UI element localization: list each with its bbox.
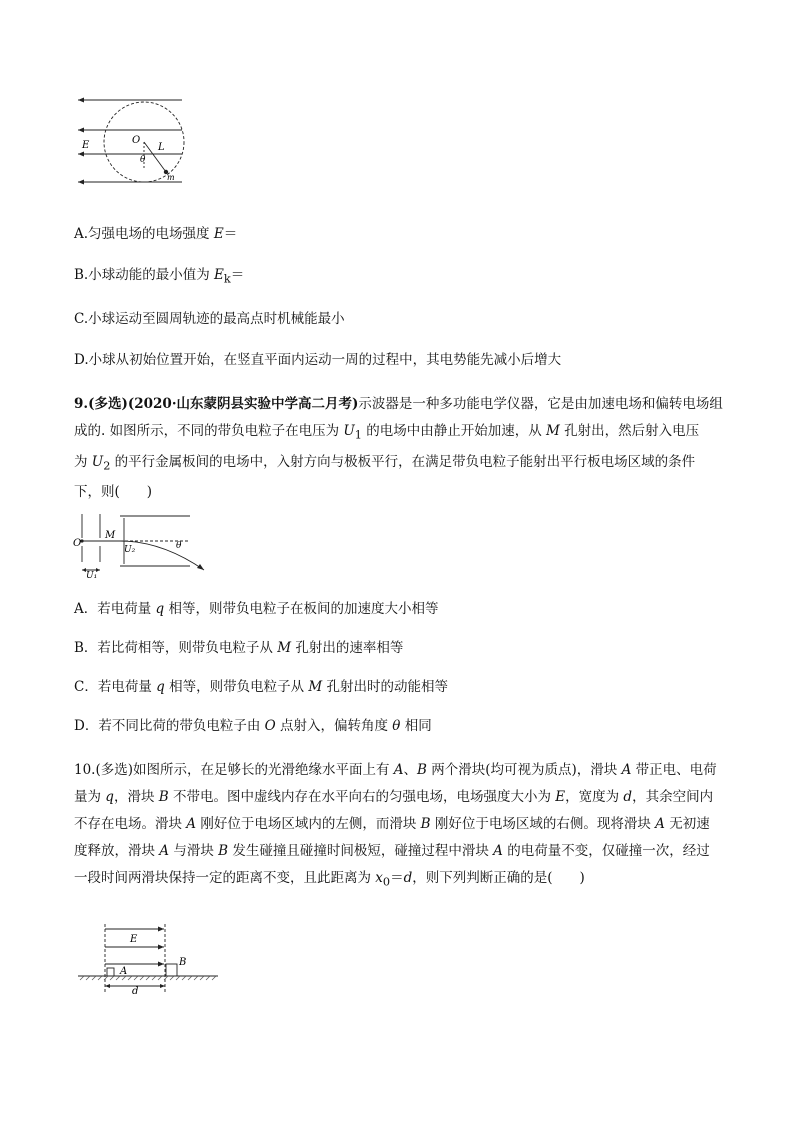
q8-option-d: D.小球从初始位置开始，在竖直平面内运动一周的过程中，其电势能先减小后增大 xyxy=(74,352,562,368)
q10-stem: 10.(多选)如图所示，在足够长的光滑绝缘水平面上有 A、B 两个滑块(均可视为质点)，滑块 A 带正电、电荷 量为 q，滑块 B 不带电。图中虚线内存在水平向右的匀强电场，电场强度大小为 E，宽度为 d，其余空间内 不存在电场。滑块 A 刚好位于电场区域内的左侧，而滑块 B 刚好位于电场区域的右侧。现将滑块 A 无初速 度释放，滑块 A 与滑块 B 发生碰撞且碰撞时间极短，碰撞过程中滑块 A 的电荷量不变，仅碰撞一次，经过 一段时间两滑块保持一定的距离不变，且此距离为 $x_0=d$，则下列判断正确的是( ) xyxy=(74,762,717,889)
q8-option-a: A.匀强电场的电场强度 E＝ xyxy=(74,226,238,242)
fig2-M-label: M xyxy=(105,530,116,541)
q9-option-a: A．若电荷量 q 相等，则带负电粒子在板间的加速度大小相等 xyxy=(74,601,439,617)
q9-option-b: B．若比荷相等，则带负电粒子从 M 孔射出的速率相等 xyxy=(74,640,404,656)
fig2-U1-label: U₁ xyxy=(86,571,98,580)
q8-option-b: B.小球动能的最小值为 $E_k=$ xyxy=(74,267,245,286)
q9-option-d: D．若不同比荷的带负电粒子由 O 点射入，偏转角度 θ 相同 xyxy=(74,718,432,734)
q8-option-c: C.小球运动至圆周轨迹的最高点时机械能最小 xyxy=(74,311,345,327)
fig2-theta-label: θ xyxy=(176,541,182,551)
fig3-d-label: d xyxy=(132,986,139,996)
fig1-theta-label: θ xyxy=(140,155,146,165)
figure-oscilloscope xyxy=(72,510,212,580)
fig1-m-label: m xyxy=(167,173,175,182)
fig3-E-label: E xyxy=(130,934,138,945)
q9-stem: 9.(多选)(2020·山东蒙阴县实验中学高二月考)示波器是一种多功能电学仪器，它是由加速电场和偏转电场组 成的. 如图所示，不同的带负电粒子在电压为 $U_1$ 的电场中由静止开始加速，从 M 孔射出，然后射入电压 为 $U_2$ 的平行金属板间的电场中，入射方向与极板平行，在满足带负电粒子能射出平行板电场区域的条件 下，则( ) xyxy=(74,396,723,501)
fig2-O-label: O xyxy=(73,538,82,549)
figure-sliders xyxy=(74,920,224,996)
fig3-A-label: A xyxy=(120,966,128,977)
fig1-E-label: E xyxy=(82,140,90,151)
figure-circle-field xyxy=(74,92,186,188)
fig1-O-label: O xyxy=(132,135,141,146)
q9-option-c: C．若电荷量 q 相等，则带负电粒子从 M 孔射出时的动能相等 xyxy=(74,679,448,695)
fig1-L-label: L xyxy=(158,142,165,153)
fig2-U2-label: U₂ xyxy=(124,545,136,555)
fig3-B-label: B xyxy=(179,957,187,968)
